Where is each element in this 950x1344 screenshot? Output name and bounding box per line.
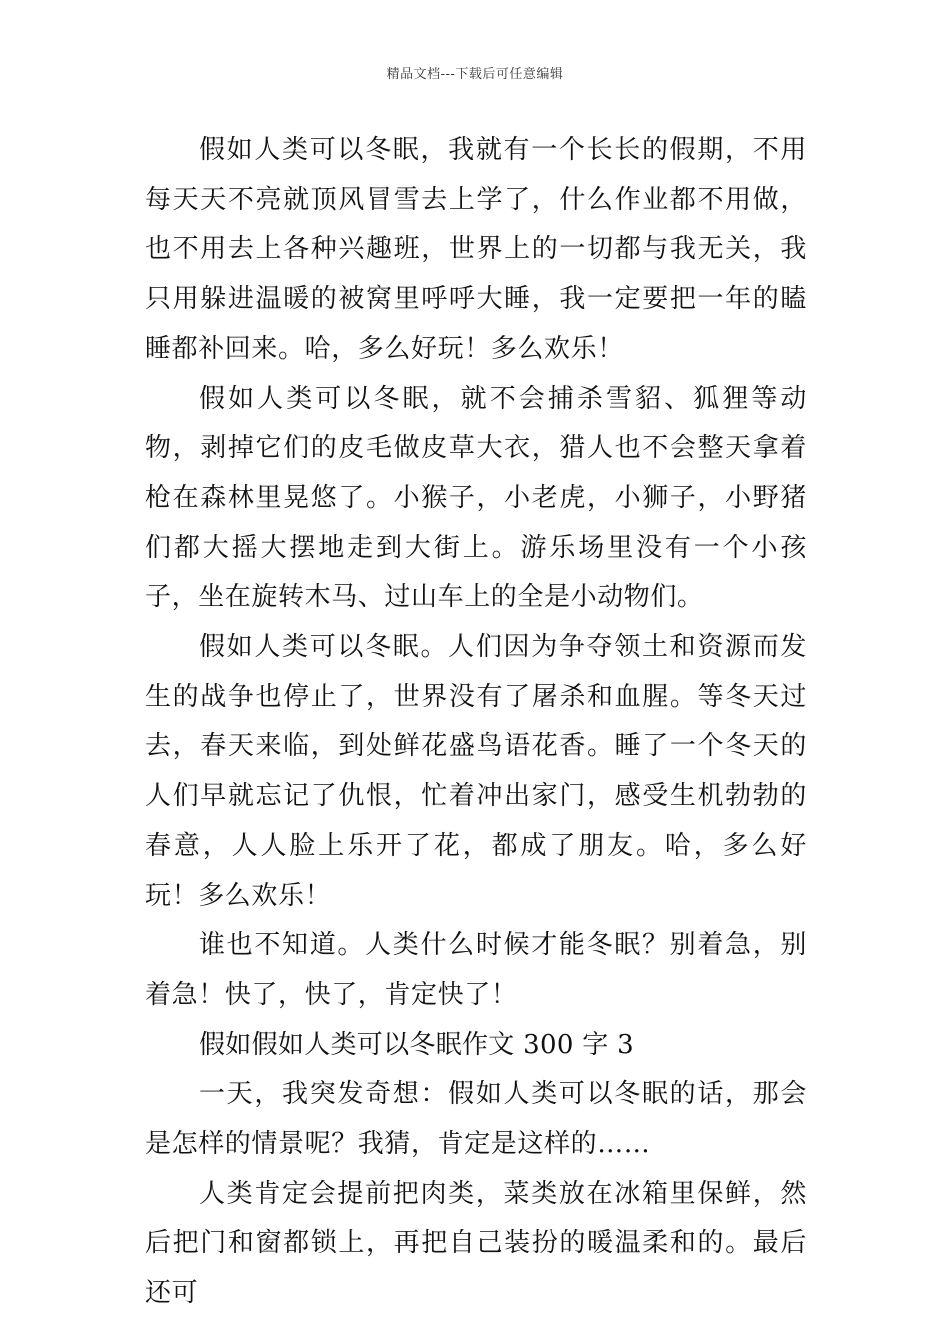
section-title: 假如假如人类可以冬眠作文 300 字 3 bbox=[199, 1029, 634, 1060]
paragraph-4: 谁也不知道。人类什么时候才能冬眠？别着急，别着急！快了，快了，肯定快了！ bbox=[145, 930, 807, 1010]
paragraph-1: 假如人类可以冬眠，我就有一个长长的假期，不用每天天不亮就顶风冒雪去上学了，什么作业都不用做，也不用去上各种兴趣班，世界上的一切都与我无关，我只用躲进温暖的被窝里呼呼大睡，我一定要把一年的瞌睡都补回来。哈，多么好玩！多么欢乐！ bbox=[145, 135, 807, 364]
paragraph-2: 假如人类可以冬眠，就不会捕杀雪貂、狐狸等动物，剥掉它们的皮毛做皮草大衣，猎人也不会整天拿着枪在森林里晃悠了。小猴子，小老虎，小狮子，小野猪们都大摇大摆地走到大街上。游乐场里没有一个小孩子，坐在旋转木马、过山车上的全是小动物们。 bbox=[145, 383, 807, 613]
document-body bbox=[145, 126, 807, 1319]
page-header: 精品文档---下载后可任意编辑 bbox=[386, 67, 564, 82]
paragraph-5: 一天，我突发奇想：假如人类可以冬眠的话，那会是怎样的情景呢？我猜，肯定是这样的…… bbox=[145, 1079, 807, 1160]
paragraph-3: 假如人类可以冬眠。人们因为争夺领土和资源而发生的战争也停止了，世界没有了屠杀和血腥。等冬天过去，春天来临，到处鲜花盛鸟语花香。睡了一个冬天的人们早就忘记了仇恨，忙着冲出家门，感受生机勃勃的春意，人人脸上乐开了花，都成了朋友。哈，多么好玩！多么欢乐！ bbox=[145, 632, 807, 911]
paragraph-6: 人类肯定会提前把肉类，菜类放在冰箱里保鲜，然后把门和窗都锁上，再把自己装扮的暖温柔和的。最后还可 bbox=[145, 1178, 807, 1309]
